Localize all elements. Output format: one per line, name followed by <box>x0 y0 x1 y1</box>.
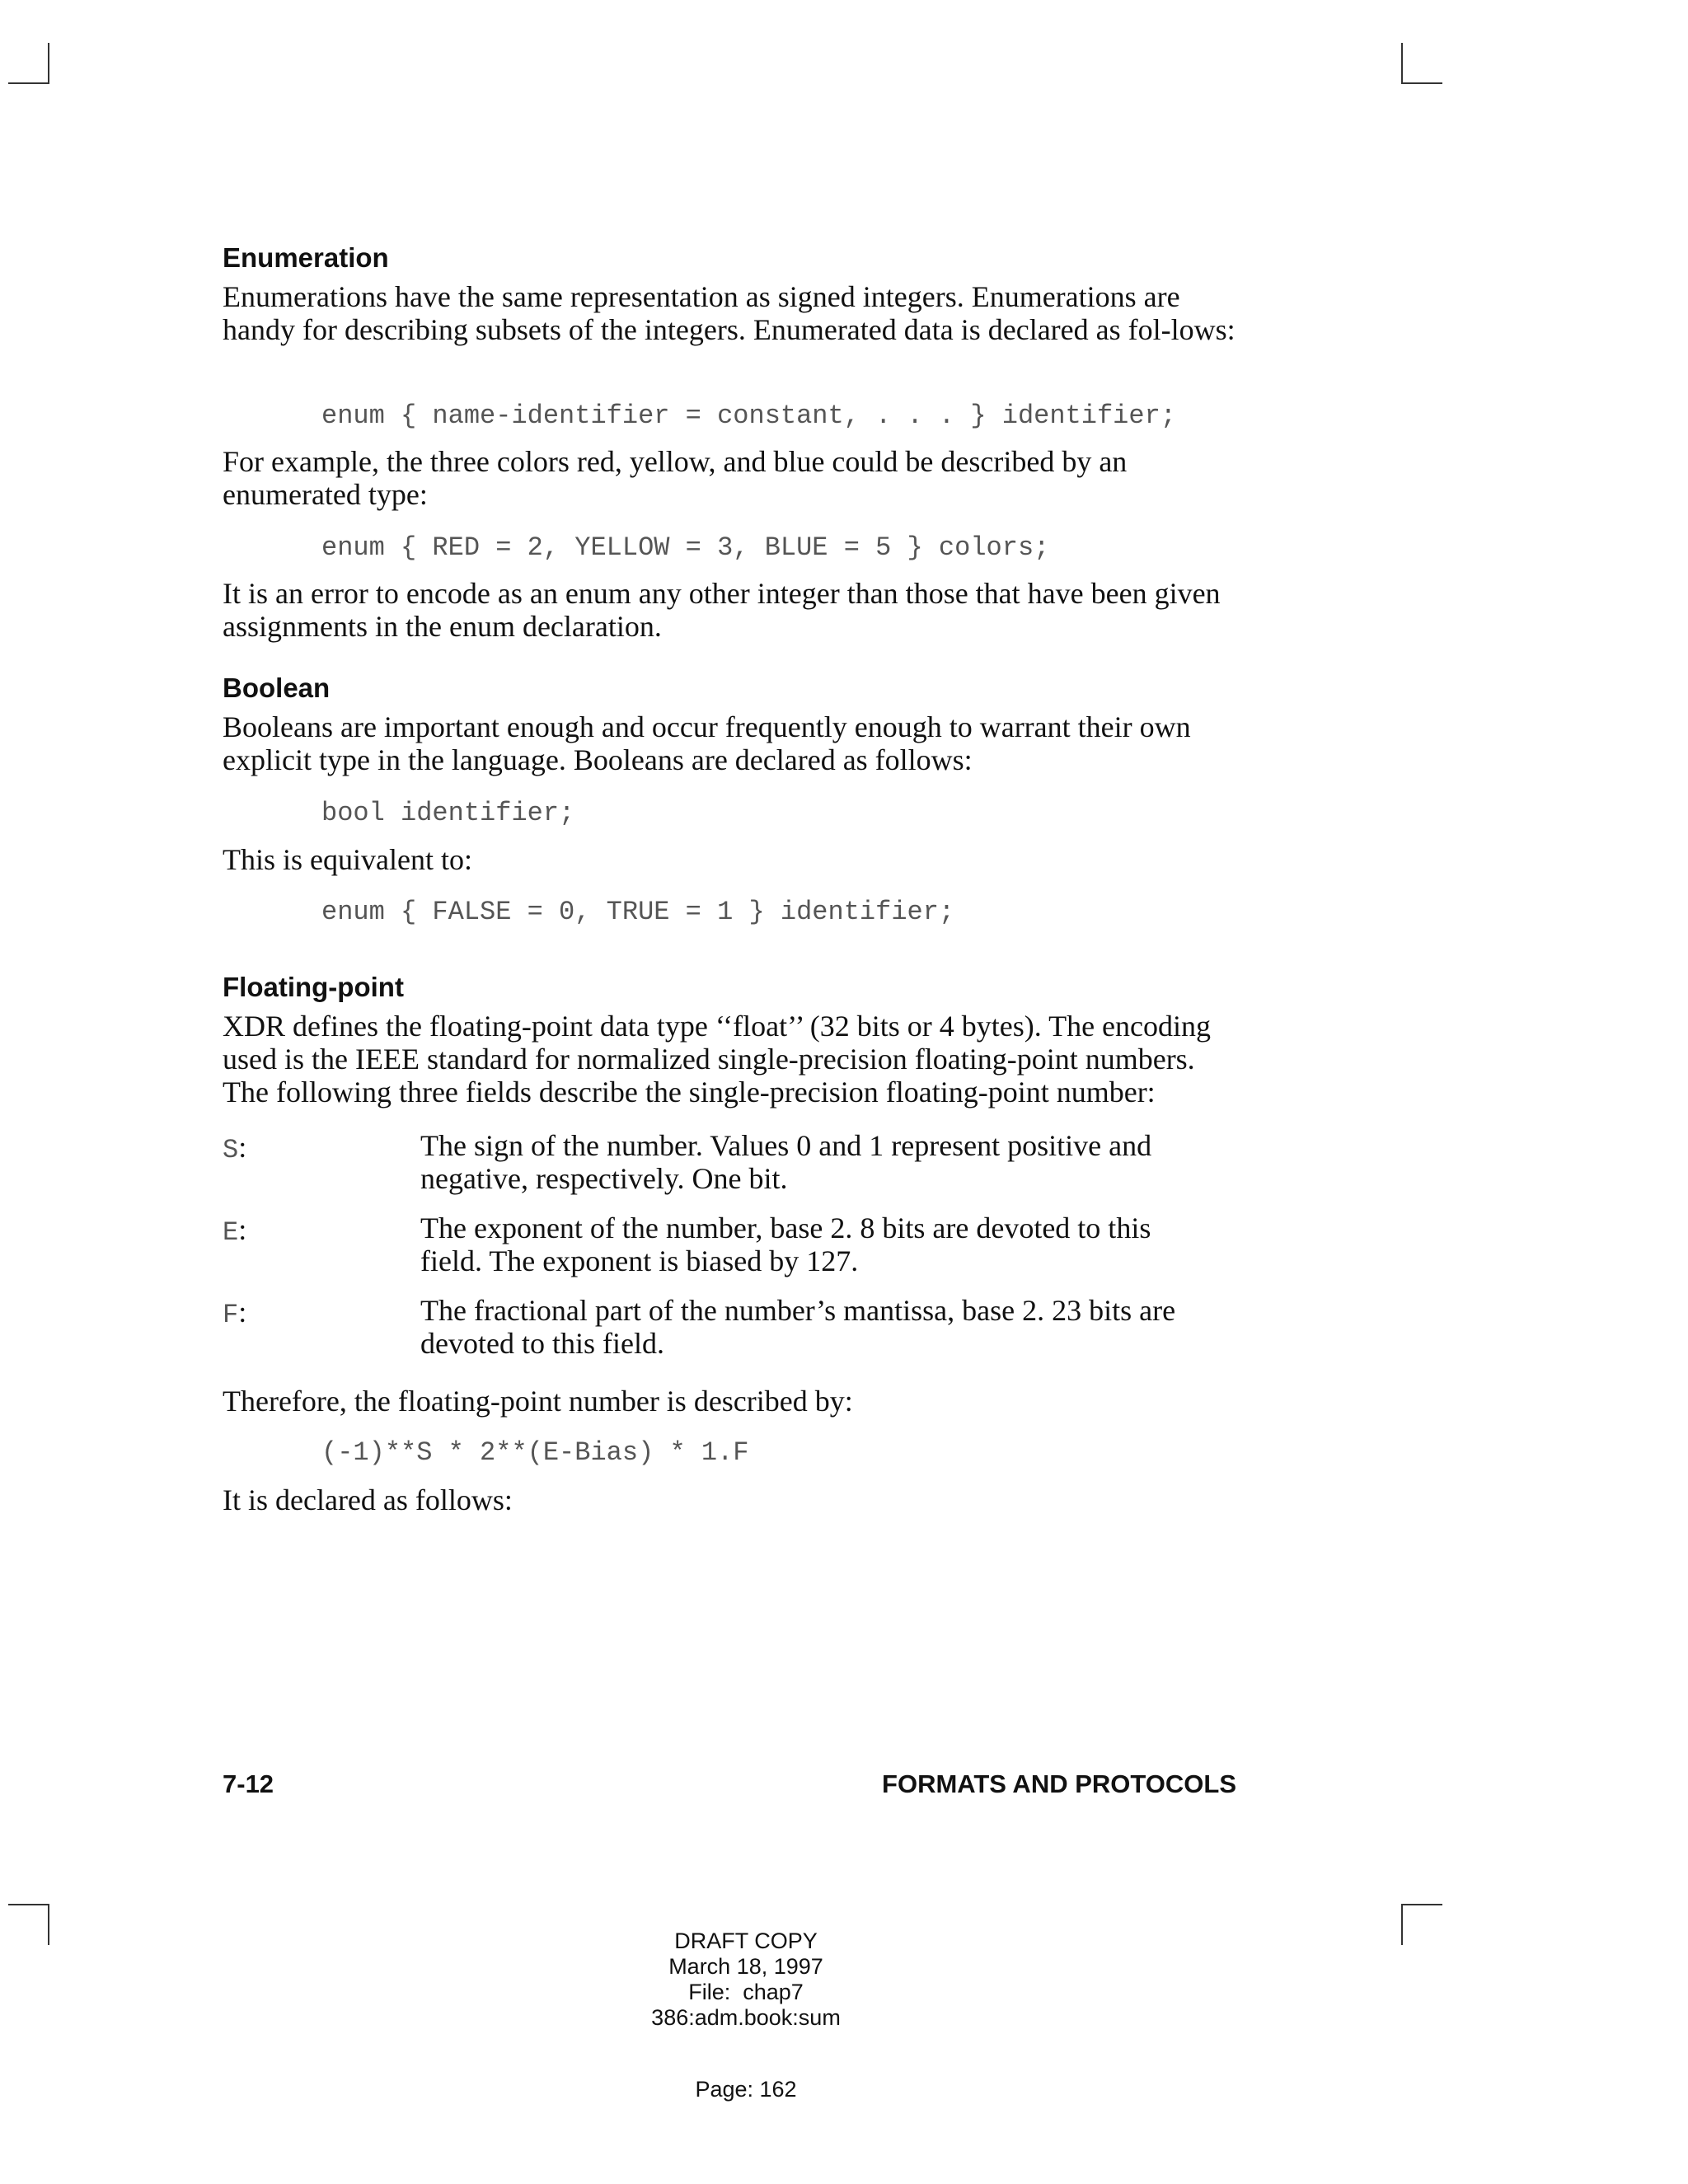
enumeration-code-1: enum { name-identifier = constant, . . . } identifier; <box>321 401 1176 431</box>
crop-mark-top-right <box>1401 43 1403 84</box>
section-heading-enumeration: Enumeration <box>223 242 389 273</box>
section-heading-floating-point: Floating-point <box>223 972 404 1002</box>
footer-chapter-title: FORMATS AND PROTOCOLS <box>882 1769 1236 1798</box>
crop-mark-bottom-right-h <box>1401 1904 1442 1905</box>
boolean-code-2: enum { FALSE = 0, TRUE = 1 } identifier; <box>321 897 955 927</box>
draft-page-number: Page: 162 <box>695 2077 797 2102</box>
crop-mark-top-right-h <box>1401 82 1442 84</box>
floating-point-paragraph-2: Therefore, the floating-point number is described by: <box>223 1385 853 1418</box>
field-desc-f: The fractional part of the number’s mantissa, base 2. 23 bits are devoted to this field. <box>420 1294 1176 1360</box>
field-term-e: E <box>223 1217 239 1248</box>
enumeration-code-2: enum { RED = 2, YELLOW = 3, BLUE = 5 } colors; <box>321 532 1050 563</box>
draft-date: March 18, 1997 <box>668 1954 823 1979</box>
field-desc-e: The exponent of the number, base 2. 8 bits are devoted to this field. The exponent is biased by 127. <box>420 1212 1151 1277</box>
field-colon: : <box>238 1213 247 1246</box>
field-term-f: F <box>223 1300 239 1330</box>
field-term-s: S <box>223 1135 239 1165</box>
crop-mark-top-left-h <box>8 82 49 84</box>
floating-point-paragraph-3: It is declared as follows: <box>223 1483 513 1516</box>
crop-mark-bottom-left-h <box>8 1904 49 1905</box>
boolean-paragraph-2: This is equivalent to: <box>223 843 472 876</box>
draft-book-path: 386:adm.book:sum <box>651 2005 841 2030</box>
enumeration-paragraph-1: Enumerations have the same representation as signed integers. Enumerations are handy for describing subsets of the integers. Enumerated data is declared as fol-lows: <box>223 280 1236 346</box>
draft-stamp <box>0 1929 1492 2031</box>
footer-page-number: 7-12 <box>223 1769 274 1798</box>
crop-mark-top-left <box>48 43 49 84</box>
boolean-paragraph-1: Booleans are important enough and occur frequently enough to warrant their own explicit type in the language. Booleans are declared as follows: <box>223 710 1191 776</box>
field-colon: : <box>238 1131 247 1164</box>
section-heading-boolean: Boolean <box>223 673 331 703</box>
draft-file: File: chap7 <box>688 1980 804 2004</box>
field-colon: : <box>238 1296 247 1329</box>
enumeration-paragraph-2: For example, the three colors red, yellow, and blue could be described by an enumerated type: <box>223 445 1128 511</box>
boolean-code-1: bool identifier; <box>321 798 575 828</box>
field-desc-s: The sign of the number. Values 0 and 1 represent positive and negative, respectively. One bit. <box>420 1129 1152 1195</box>
floating-point-paragraph-1: XDR defines the floating-point data type ‘‘float’’ (32 bits or 4 bytes). The encoding used is the IEEE standard for normalized single-precision floating-point numbers. The following three fields describe the single-precision floating-point number: <box>223 1010 1212 1108</box>
draft-copy-label: DRAFT COPY <box>674 1929 818 1953</box>
floating-point-code-1: (-1)**S * 2**(E-Bias) * 1.F <box>321 1437 749 1468</box>
enumeration-paragraph-3: It is an error to encode as an enum any other integer than those that have been given assignments in the enum declaration. <box>223 577 1221 643</box>
